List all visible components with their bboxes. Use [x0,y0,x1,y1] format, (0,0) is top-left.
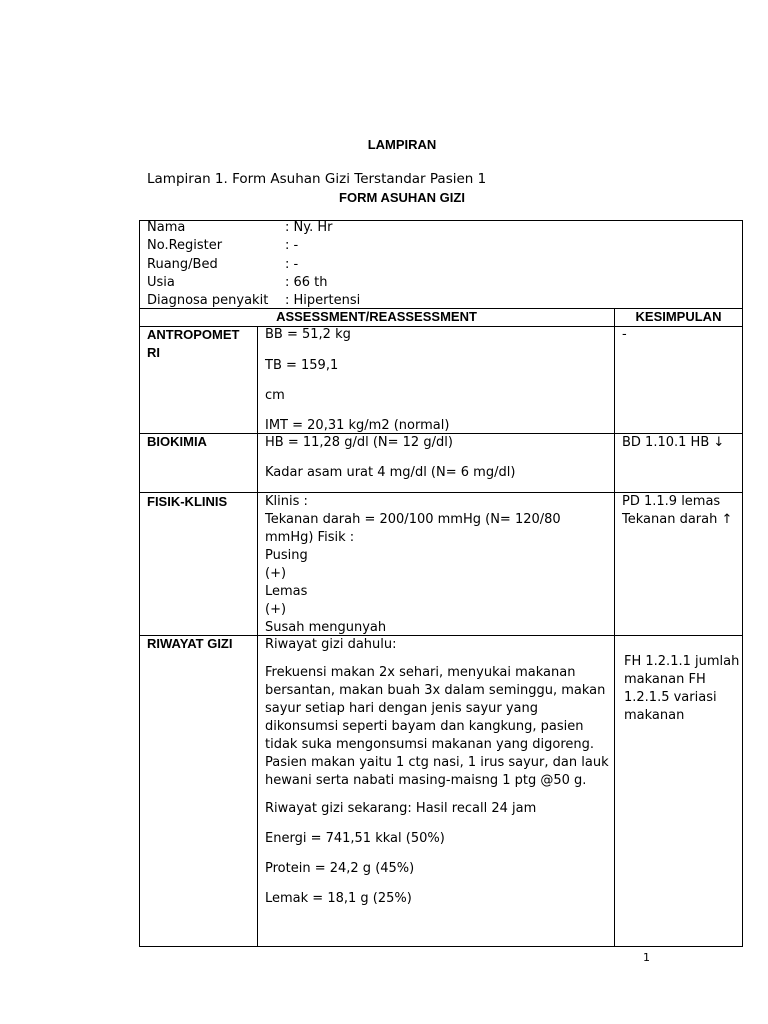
biokimia-conclusion: BD 1.10.1 HB ↓ [622,435,725,450]
fisik-klinis-conclusion: PD 1.1.9 lemas Tekanan darah ↑ [622,494,733,527]
identity-label-age: Usia [147,275,175,290]
riwayat-gizi-line: Lemak = 18,1 g (25%) [265,891,412,906]
riwayat-gizi-conclusion: FH 1.2.1.1 jumlah makanan FH 1.2.1.5 variasi makanan [624,654,740,723]
section-label-biokimia: BIOKIMIA [147,434,207,449]
section-label-antropometri: ANTROPOMET RI [147,327,240,360]
riwayat-gizi-line: Energi = 741,51 kkal (50%) [265,831,445,846]
riwayat-gizi-line: Frekuensi makan 2x sehari, menyukai makanan bersantan, makan buah 3x dalam seminggu, makan sayur setiap hari dengan jenis sayur yang dikonsumsi seperti bayam dan kangkung, pasien tidak suka mengonsumsi makanan yang digoreng. Pasien makan yaitu 1 ctg nasi, 1 irus sayur, dan lauk hewani serta nabati masing-maisng 1 ptg @50 g. [265,665,609,788]
biokimia-line: Kadar asam urat 4 mg/dl (N= 6 mg/dl) [265,465,516,480]
divider [614,308,615,947]
section-label-fisik-klinis: FISIK-KLINIS [147,494,228,509]
antropometri-conclusion: - [622,327,627,342]
assessment-header: ASSESSMENT/REASSESSMENT [276,309,477,324]
identity-label-diagnosis: Diagnosa penyakit [147,293,269,308]
identity-value-name: : Ny. Hr [285,220,333,235]
antropometri-line: TB = 159,1 [265,358,339,373]
identity-label-room: Ruang/Bed [147,257,218,272]
form-title: FORM ASUHAN GIZI [339,190,465,205]
fisik-klinis-line: Pusing [265,548,308,563]
antropometri-line: cm [265,388,285,403]
antropometri-content [265,326,610,435]
fisik-klinis-content [265,493,610,637]
identity-value-diagnosis: : Hipertensi [285,293,361,308]
section-label-riwayat-gizi: RIWAYAT GIZI [147,636,233,651]
fisik-klinis-line: (+) [265,602,287,617]
riwayat-gizi-line: Riwayat gizi sekarang: Hasil recall 24 jam [265,801,537,816]
identity-value-register: : - [285,238,299,253]
fisik-klinis-line: Klinis : [265,494,308,509]
fisik-klinis-line: (+) [265,566,287,581]
antropometri-line: BB = 51,2 kg [265,327,351,342]
riwayat-gizi-content [265,636,610,908]
divider [257,326,258,947]
biokimia-line: HB = 11,28 g/dl (N= 12 g/dl) [265,435,453,450]
riwayat-gizi-line: Protein = 24,2 g (45%) [265,861,415,876]
identity-value-age: : 66 th [285,275,328,290]
antropometri-line: IMT = 20,31 kg/m2 (normal) [265,418,450,433]
fisik-klinis-line: Susah mengunyah [265,620,387,635]
conclusion-header: KESIMPULAN [635,309,722,324]
fisik-klinis-line: Tekanan darah = 200/100 mmHg (N= 120/80 mmHg) Fisik : [265,512,561,545]
identity-label-register: No.Register [147,238,223,253]
identity-value-room: : - [285,257,299,272]
identity-label-name: Nama [147,220,186,235]
riwayat-gizi-line: Riwayat gizi dahulu: [265,637,397,652]
page-title: LAMPIRAN [367,137,437,152]
appendix-subtitle: Lampiran 1. Form Asuhan Gizi Terstandar Pasien 1 [147,171,487,187]
biokimia-content [265,434,610,482]
page-number: 1 [643,951,650,964]
fisik-klinis-line: Lemas [265,584,308,599]
